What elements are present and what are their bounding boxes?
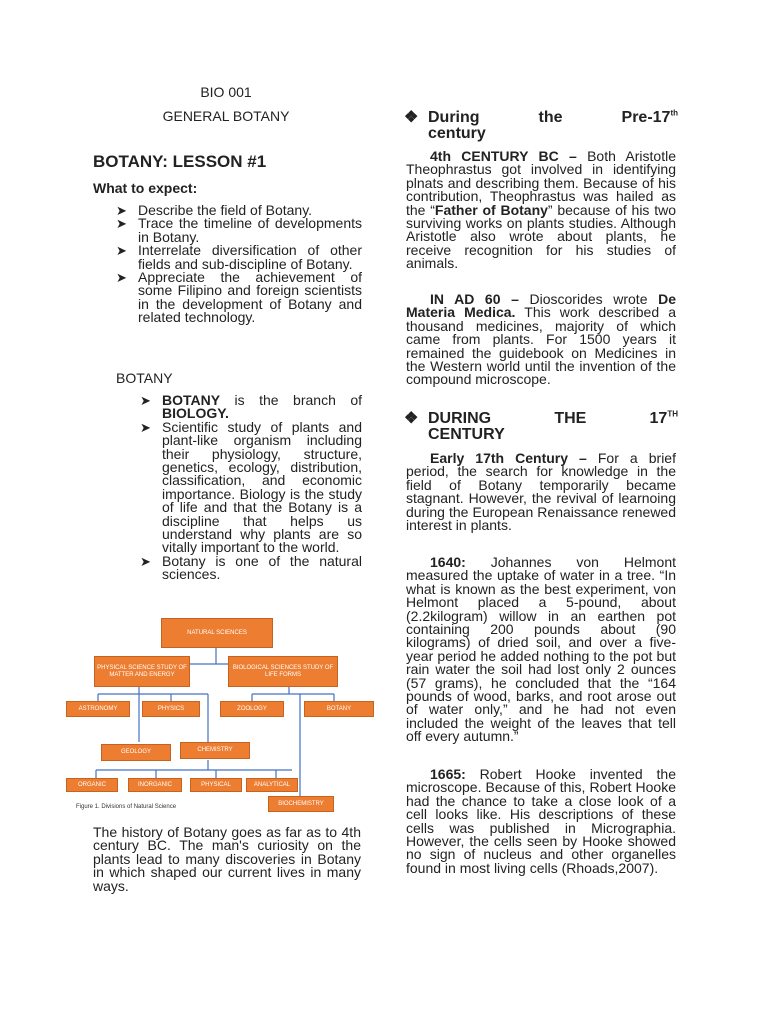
arrow-bullet-icon: ➤ bbox=[116, 203, 127, 218]
list-item: ➤ Trace the timeline of developments in Botany. bbox=[116, 215, 362, 245]
pre17-heading: ❖ During the Pre-17th century bbox=[404, 108, 678, 142]
biological-sciences-box: BIOLOGICAL SCIENCES STUDY OF LIFE FORMS bbox=[228, 656, 338, 687]
diamond-bullet-icon: ❖ bbox=[404, 410, 419, 427]
pre17-paragraph-2: IN AD 60 – Dioscorides wrote De Materia Medica. This work described a thousand medicines, majority of which came from plants. For 1500 years it remained the guidebook on Medicines in the Western world until the invention of the compound microscope. bbox=[406, 291, 676, 388]
arrow-bullet-icon: ➤ bbox=[116, 270, 127, 286]
physical-chemistry-box: PHYSICAL bbox=[190, 778, 242, 792]
biochemistry-box: BIOCHEMISTRY bbox=[268, 796, 334, 812]
pre17-paragraph-1: 4th CENTURY BC – Both Aristotle Theophrastus got involved in identifying plnats and describing them. Because of his contribution, Theophrastus was hailed as the “Father of Botany” because of his two surviving works on plants studies. Although Aristotle also wrote about plants, he receive recognition for his studies of animals. bbox=[406, 148, 676, 272]
c17-paragraph-1: Early 17th Century – For a brief period, the search for knowledge in the field of Botany temporarily became stagnant. However, the revival of learnoing during the European Renaissance renewed interest in plants. bbox=[406, 450, 676, 534]
physical-science-box: PHYSICAL SCIENCE STUDY OF MATTER AND ENERGY bbox=[94, 656, 190, 687]
list-item: ➤ Appreciate the achievement of some Filipino and foreign scientists in the development of Botany and related technology. bbox=[116, 269, 362, 326]
arrow-bullet-icon: ➤ bbox=[140, 419, 151, 435]
objectives-list bbox=[116, 204, 362, 325]
chemistry-box: CHEMISTRY bbox=[180, 742, 250, 759]
organic-box: ORGANIC bbox=[66, 778, 118, 792]
natural-sciences-box: NATURAL SCIENCES bbox=[161, 618, 273, 648]
geology-box: GEOLOGY bbox=[101, 744, 171, 761]
list-item: ➤ BOTANY is the branch of BIOLOGY. bbox=[140, 392, 362, 422]
arrow-bullet-icon: ➤ bbox=[140, 393, 151, 408]
c17-paragraph-2: 1640: Johannes von Helmont measured the uptake of water in a tree. “In what is known as the best experiment, von Helmont placed a 5-pound, about (2.2kilogram) willow in an earthen pot containing 200 pounds about (90 kilograms) of dried soil, and over a five-year period he added nothing to the pot but rain water the soil had lost only 2 ounces (57 grams), he concluded that the “164 pounds of wood, barks, and root arose out of water only,” and he had not even included the weight of the leaves that tell off every autumn.” bbox=[406, 554, 676, 745]
analytical-box: ANALYTICAL bbox=[246, 778, 298, 792]
astronomy-box: ASTRONOMY bbox=[66, 701, 130, 717]
botany-list bbox=[140, 394, 362, 582]
physics-box: PHYSICS bbox=[142, 701, 200, 717]
course-name: GENERAL BOTANY bbox=[162, 108, 290, 124]
natural-science-diagram bbox=[66, 614, 378, 824]
lesson-title: BOTANY: LESSON #1 bbox=[93, 152, 267, 171]
figure-caption: Figure 1. Divisions of Natural Science bbox=[76, 804, 177, 810]
zoology-box: ZOOLOGY bbox=[220, 701, 284, 717]
list-item: ➤ Botany is one of the natural sciences. bbox=[140, 552, 362, 583]
diamond-bullet-icon: ❖ bbox=[404, 109, 419, 126]
arrow-bullet-icon: ➤ bbox=[116, 243, 127, 259]
botany-section-label: BOTANY bbox=[116, 370, 173, 386]
c17-paragraph-3: 1665: Robert Hooke invented the microscope. Because of this, Robert Hooke had the chance to take a close look of a cell looks like. His descriptions of these cells was published in Micrographia. However, the cells seen by Hooke showed no sign of nucleus and other organelles found in most living cells (Rhoads,2007). bbox=[406, 766, 676, 876]
what-to-expect-label: What to expect: bbox=[93, 180, 198, 196]
list-item: ➤ Describe the field of Botany. bbox=[116, 202, 313, 218]
course-code: BIO 001 bbox=[200, 84, 252, 100]
botany-box: BOTANY bbox=[304, 701, 374, 717]
arrow-bullet-icon: ➤ bbox=[116, 216, 127, 232]
c17-heading: ❖ DURING THE 17TH CENTURY bbox=[404, 409, 678, 443]
arrow-bullet-icon: ➤ bbox=[140, 553, 151, 569]
list-item: ➤ Scientific study of plants and plant-like organism including their physiology, structure, genetics, ecology, distribution, classification, and economic importance. Biology is the study of life and that the Botany is a discipline that helps us understand why plants are so vitally important to the world. bbox=[140, 418, 362, 556]
history-intro: The history of Botany goes as far as to 4th century BC. The man's curiosity on the plants lead to many discoveries in Botany in which shaped our current lives in many ways. bbox=[93, 824, 361, 894]
inorganic-box: INORGANIC bbox=[128, 778, 182, 792]
list-item: ➤ Interrelate diversification of other fields and sub-discipline of Botany. bbox=[116, 242, 362, 272]
